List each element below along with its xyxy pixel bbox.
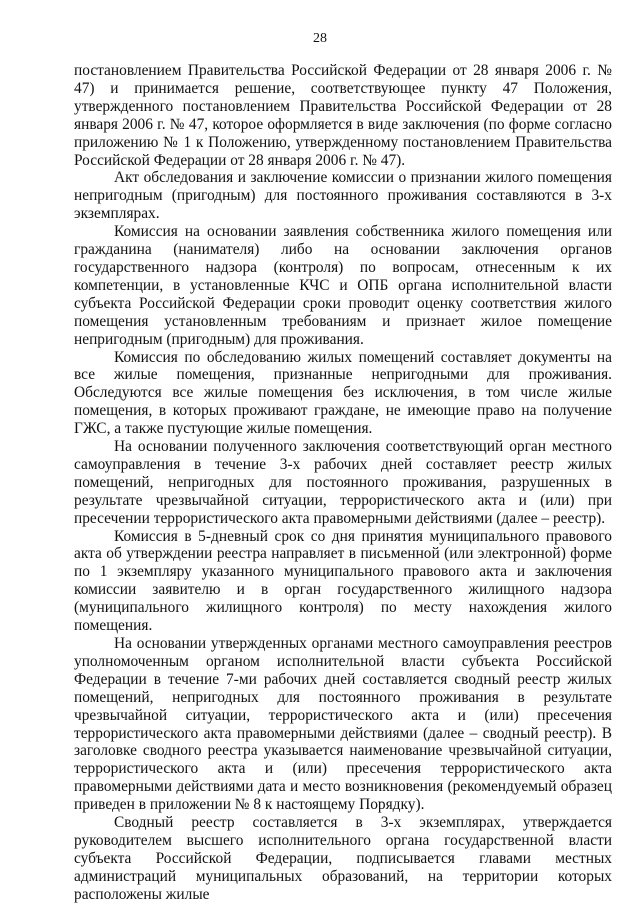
paragraph-commission-assessment: Комиссия на основании заявления собственника жилого помещения или гражданина (нанимателя) либо на основании заключения органов государственного надзора (контроля) по вопросам, отнесенным к их компетенции, в установленные КЧС и ОПБ органа исполнительной власти субъекта Российской Федерации сроки проводит оценку соответствия жилого помещения установленным требованиям и признает жилое помещение непригодным (пригодным) для проживания.: [74, 223, 612, 348]
paragraph-registry: На основании полученного заключения соответствующий орган местного самоуправления в течение 3-х рабочих дней составляет реестр жилых помещений, непригодных для постоянного проживания, разрушенных в результате чрезвычайной ситуации, террористического акта и (или) при пресечении террористического акта правомерными действиями (далее – реестр).: [74, 438, 612, 527]
paragraph-continuation: постановлением Правительства Российской Федерации от 28 января 2006 г. № 47) и принимается решение, соответствующее пункту 47 Положения, утвержденного постановлением Правительства Российской Федерации от 28 января 2006 г. № 47, которое оформляется в виде заключения (по форме согласно приложению № 1 к Положению, утвержденному постановлением Правительства Российской Федерации от 28 января 2006 г. № 47).: [74, 62, 612, 169]
document-body: [74, 62, 612, 904]
page-number: 28: [313, 31, 327, 46]
paragraph-five-day-term: Комиссия в 5-дневный срок со дня принятия муниципального правового акта об утверждении реестра направляет в письменной (или электронной) форме по 1 экземпляру указанного муниципального правового акта и заключения комиссии заявителю и в орган государственного жилищного надзора (муниципального жилищного контроля) по месту нахождения жилого помещения.: [74, 527, 612, 635]
paragraph-commission-documents: Комиссия по обследованию жилых помещений составляет документы на все жилые помещения, признанные непригодными для проживания. Обследуются все жилые помещения без исключения, в том числе жилые помещения, в которых проживают граждане, не имеющие право на получение ГЖС, а также пустующие жилые помещения.: [74, 348, 612, 438]
paragraph-act-of-inspection: Акт обследования и заключение комиссии о признании жилого помещения непригодным (пригодным) для постоянного проживания составляются в 3-х экземплярах.: [74, 169, 612, 223]
paragraph-consolidated-registry: На основании утвержденных органами местного самоуправления реестров уполномоченным органом исполнительной власти субъекта Российской Федерации в течение 7-ми рабочих дней составляется сводный реестр жилых помещений, непригодных для постоянного проживания в результате чрезвычайной ситуации, террористического акта и (или) пресечения террористического акта правомерными действиями (далее – сводный реестр). В заголовке сводного реестра указывается наименование чрезвычайной ситуации, террористического акта и (или) пресечения террористического акта правомерными действиями дата и место возникновения (рекомендуемый образец приведен в приложении № 8 к настоящему Порядку).: [74, 635, 612, 814]
paragraph-registry-copies: Сводный реестр составляется в 3-х экземплярах, утверждается руководителем высшего исполнительного органа государственной власти субъекта Российской Федерации, подписывается главами местных администраций муниципальных образований, на территории которых расположены жилые: [74, 814, 612, 903]
